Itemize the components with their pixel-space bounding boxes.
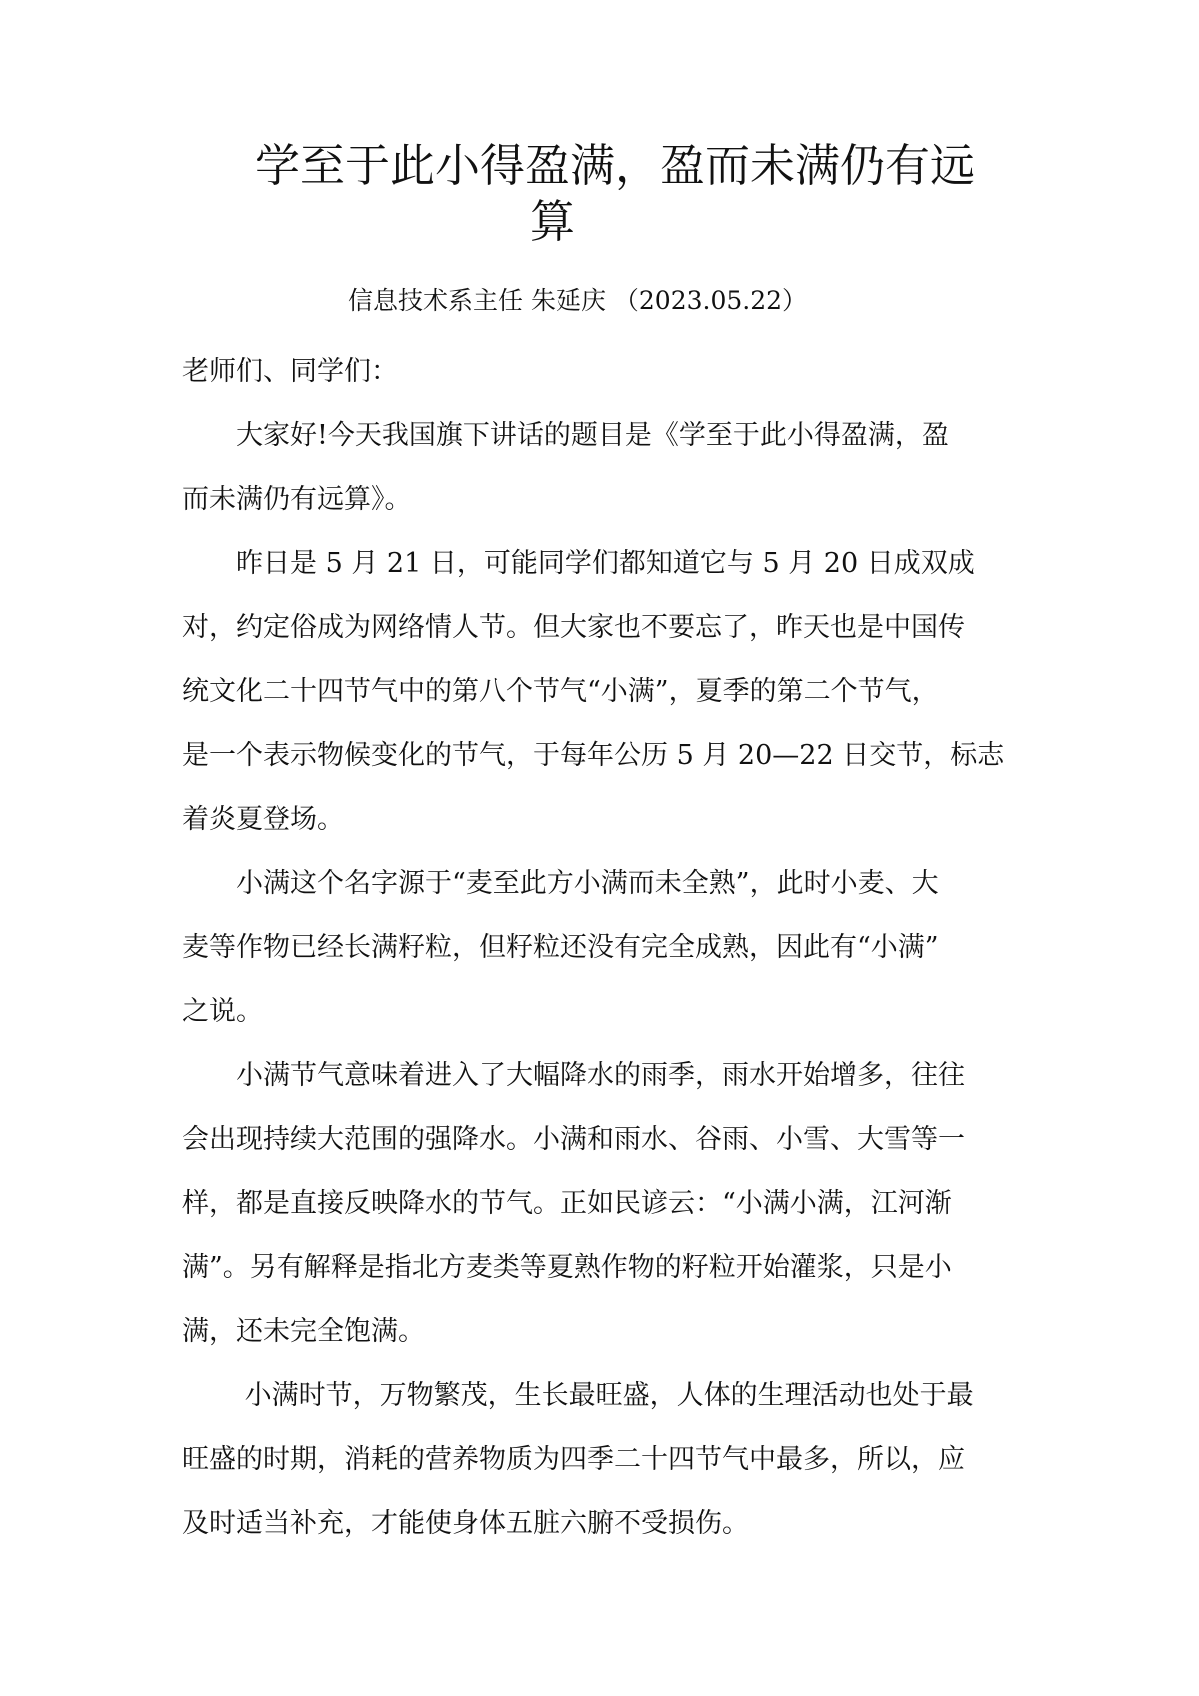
salutation: 老师们、同学们： (182, 356, 398, 387)
author-byline: 信息技术系主任 朱延庆 （2023.05.22） (348, 286, 808, 315)
title-line: 算 (530, 195, 576, 248)
text-line: 满，还未完全饱满。 (182, 1316, 425, 1347)
text-line: 小满时节，万物繁茂，生长最旺盛，人体的生理活动也处于最 (182, 1380, 974, 1411)
text-line: 昨日是 5 月 21 日，可能同学们都知道它与 5 月 20 日成双成 (182, 548, 975, 579)
text-line: 满”。另有解释是指北方麦类等夏熟作物的籽粒开始灌浆，只是小 (182, 1252, 952, 1283)
text-line: 及时适当补充，才能使身体五脏六腑不受损伤。 (182, 1508, 749, 1539)
text-line: 是一个表示物候变化的节气，于每年公历 5 月 20—22 日交节，标志 (182, 740, 1005, 771)
text-line: 样，都是直接反映降水的节气。正如民谚云：“小满小满，江河渐 (182, 1188, 952, 1219)
text-line: 小满节气意味着进入了大幅降水的雨季，雨水开始增多，往往 (182, 1060, 965, 1091)
text-line: 而未满仍有远算》。 (182, 484, 412, 515)
paragraph (182, 852, 1027, 1044)
paragraph (182, 404, 1027, 532)
text-line: 旺盛的时期，消耗的营养物质为四季二十四节气中最多，所以，应 (182, 1444, 965, 1475)
document-title (255, 138, 1025, 250)
document-body (182, 340, 1027, 1556)
text-line: 麦等作物已经长满籽粒，但籽粒还没有完全成熟，因此有“小满” (182, 932, 939, 963)
text-line: 大家好!今天我国旗下讲话的题目是《学至于此小得盈满，盈 (182, 420, 949, 451)
text-line: 之说。 (182, 996, 263, 1027)
text-line: 统文化二十四节气中的第八个节气“小满”，夏季的第二个节气， (182, 676, 939, 707)
text-line: 小满这个名字源于“麦至此方小满而未全熟”，此时小麦、大 (182, 868, 939, 899)
paragraph (182, 532, 1027, 852)
text-line: 着炎夏登场。 (182, 804, 344, 835)
paragraph (182, 1044, 1027, 1364)
paragraph (182, 1364, 1027, 1556)
title-line: 学至于此小得盈满，盈而未满仍有远 (255, 139, 976, 192)
text-line: 会出现持续大范围的强降水。小满和雨水、谷雨、小雪、大雪等一 (182, 1124, 965, 1155)
text-line: 对，约定俗成为网络情人节。但大家也不要忘了，昨天也是中国传 (182, 612, 965, 643)
